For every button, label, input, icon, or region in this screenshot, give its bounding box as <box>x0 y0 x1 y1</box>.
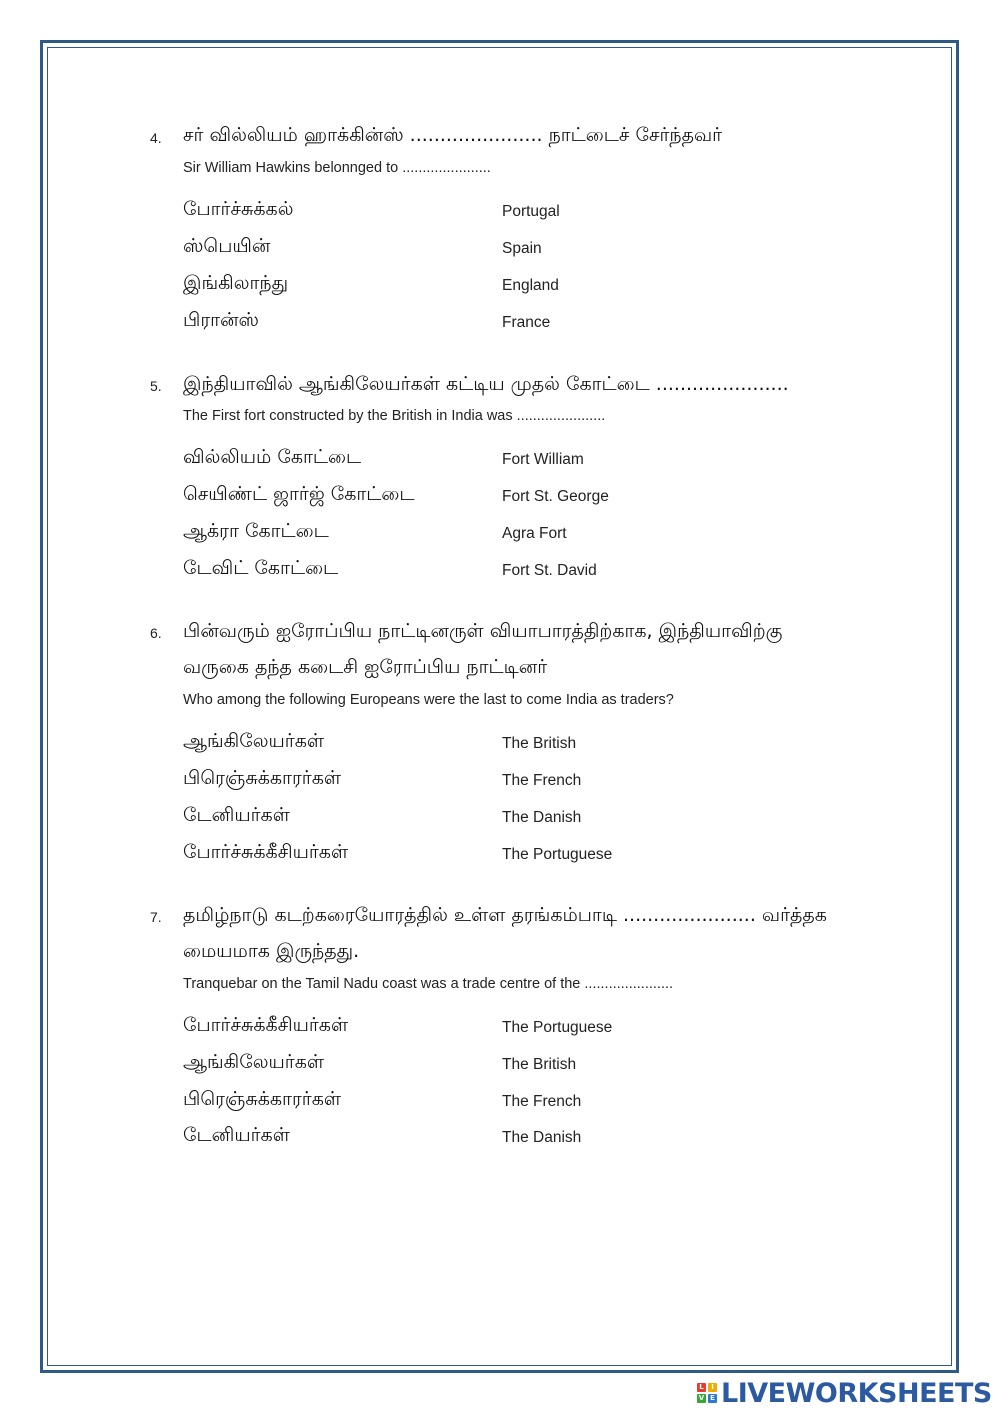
option-english[interactable]: The British <box>502 1056 577 1073</box>
question-text-english: The First fort constructed by the British in India was ...................... <box>183 408 606 424</box>
option-english[interactable]: The Danish <box>502 1129 582 1146</box>
liveworksheets-logo <box>697 1378 992 1408</box>
option-tamil[interactable]: டேனியர்கள் <box>183 1124 290 1146</box>
option-english[interactable]: Fort St. David <box>502 562 597 579</box>
logo-tile: I <box>708 1383 717 1392</box>
option-english[interactable]: The Portuguese <box>502 846 613 863</box>
option-tamil[interactable]: பிரெஞ்சுக்காரர்கள் <box>183 1088 342 1110</box>
question-number: 7. <box>150 909 162 925</box>
option-english[interactable]: Fort William <box>502 451 584 468</box>
option-tamil[interactable]: டேனியர்கள் <box>183 804 290 826</box>
option-english[interactable]: Agra Fort <box>502 525 567 542</box>
option-tamil[interactable]: போர்ச்சுக்கீசியர்கள் <box>183 1014 349 1036</box>
logo-tile: L <box>697 1383 706 1392</box>
option-english[interactable]: England <box>502 277 559 294</box>
logo-tile: E <box>708 1394 717 1403</box>
question-text-tamil: தமிழ்நாடு கடற்கரையோரத்தில் உள்ள தரங்கம்பாடி ...................... வர்த்தக <box>183 904 827 926</box>
question-text-tamil: சர் வில்லியம் ஹாக்கின்ஸ் ...................... நாட்டைச் சேர்ந்தவர் <box>183 124 723 146</box>
question-number: 5. <box>150 378 162 394</box>
option-english[interactable]: The French <box>502 772 582 789</box>
logo-tiles-icon <box>697 1383 717 1403</box>
question-text-tamil: இந்தியாவில் ஆங்கிலேயர்கள் கட்டிய முதல் கோட்டை ...................... <box>183 373 789 395</box>
option-english[interactable]: France <box>502 314 551 331</box>
option-tamil[interactable]: செயிண்ட் ஜார்ஜ் கோட்டை <box>183 483 415 505</box>
question-text-english: Tranquebar on the Tamil Nadu coast was a trade centre of the ...................... <box>183 976 674 992</box>
question-text-english: Who among the following Europeans were the last to come India as traders? <box>183 692 674 708</box>
option-english[interactable]: The French <box>502 1093 582 1110</box>
question-text-tamil: மையமாக இருந்தது. <box>183 940 360 962</box>
option-tamil[interactable]: பிரெஞ்சுக்காரர்கள் <box>183 767 342 789</box>
option-english[interactable]: Portugal <box>502 203 560 220</box>
option-english[interactable]: Spain <box>502 240 542 257</box>
question-number: 6. <box>150 625 162 641</box>
option-tamil[interactable]: ஸ்பெயின் <box>183 235 271 257</box>
logo-tile: V <box>698 1394 705 1402</box>
question-number: 4. <box>150 130 162 146</box>
option-tamil[interactable]: வில்லியம் கோட்டை <box>183 446 362 468</box>
option-tamil[interactable]: போர்ச்சுக்கல் <box>183 198 294 220</box>
option-tamil[interactable]: பிரான்ஸ் <box>183 309 259 331</box>
option-english[interactable]: Fort St. George <box>502 488 609 505</box>
option-tamil[interactable]: ஆங்கிலேயர்கள் <box>183 730 325 752</box>
option-tamil[interactable]: ஆக்ரா கோட்டை <box>183 520 329 542</box>
logo-text: LIVEWORKSHEETS <box>721 1377 992 1409</box>
option-tamil[interactable]: போர்ச்சுக்கீசியர்கள் <box>183 841 349 863</box>
option-english[interactable]: The Portuguese <box>502 1019 613 1036</box>
question-text-tamil: பின்வரும் ஐரோப்பிய நாட்டினருள் வியாபாரத்திற்காக, இந்தியாவிற்கு <box>183 620 783 642</box>
option-tamil[interactable]: இங்கிலாந்து <box>183 272 289 294</box>
question-text-english: Sir William Hawkins belonnged to ...................... <box>183 160 491 176</box>
option-english[interactable]: The British <box>502 735 577 752</box>
option-tamil[interactable]: டேவிட் கோட்டை <box>183 557 339 579</box>
option-tamil[interactable]: ஆங்கிலேயர்கள் <box>183 1051 325 1073</box>
question-text-tamil: வருகை தந்த கடைசி ஐரோப்பிய நாட்டினர் <box>183 656 548 678</box>
option-english[interactable]: The Danish <box>502 809 582 826</box>
